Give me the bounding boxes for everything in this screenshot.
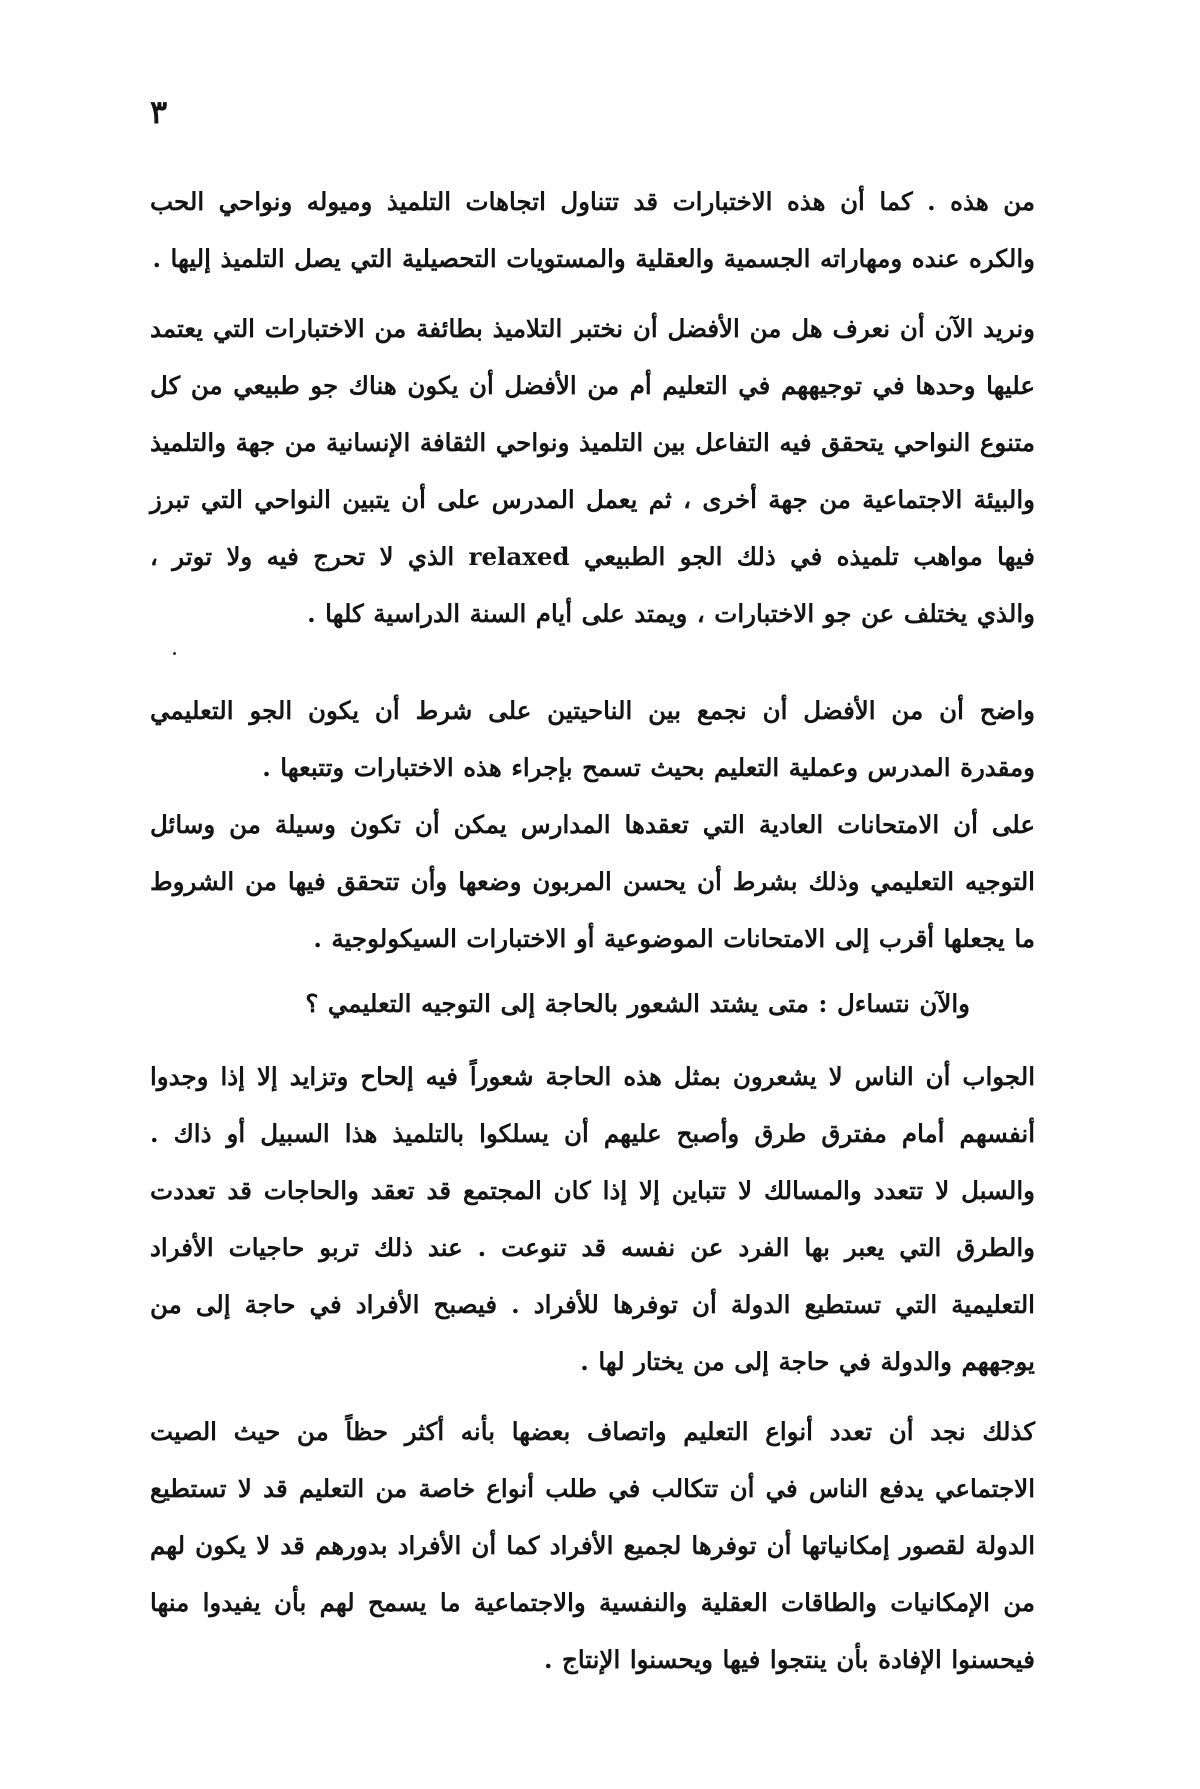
paragraph-4: على أن الامتحانات العادية التي تعقدها المدارس يمكن أن تكون وسيلة من وسائل التوجيه التعليمي وذلك بشرط أن يحسن المربون وضعها وأن تتحقق فيها من الشروط ما يجعلها أقرب إلى الامتحانات الموضوعية أو الاختبارات السيكولوجية .	[150, 809, 1035, 953]
paragraph-1: من هذه . كما أن هذه الاختبارات قد تتناول اتجاهات التلميذ وميوله ونواحي الحب والكره عنده ومهاراته الجسمية والعقلية والمستويات التحصيلية التي يصل التلميذ إليها .	[150, 186, 1035, 273]
paragraph-5-question: والآن نتساءل : متى يشتد الشعور بالحاجة إلى التوجيه التعليمي ؟	[305, 988, 970, 1018]
page-number: ٣	[150, 93, 168, 131]
paragraph-2: ونريد الآن أن نعرف هل من الأفضل أن نختبر التلاميذ بطائفة من الاختبارات التي يعتمد عليها وحدها في توجيههم في التعليم أم من الأفضل أن يكون هناك جو طبيعي من كل متنوع النواحي يتحقق فيه التفاعل بين التلميذ ونواحي الثقافة الإنسانية من جهة والتلميذ والبيئة الاجتماعية من جهة أخرى ، ثم يعمل المدرس على أن يتبين النواحي التي تبرز فيها مواهب تلميذه في ذلك الجو الطبيعي relaxed الذي لا تحرج فيه ولا توتر ، والذي يختلف عن جو الاختبارات ، ويمتد على أيام السنة الدراسية كلها .	[150, 313, 1035, 628]
paragraph-7: كذلك نجد أن تعدد أنواع التعليم واتصاف بعضها بأنه أكثر حظاً من حيث الصيت الاجتماعي يدفع الناس في أن تتكالب في طلب أنواع خاصة من التعليم قد لا تستطيع الدولة لقصور إمكانياتها أن توفرها لجميع الأفراد كما أن الأفراد بدورهم قد لا يكون لهم من الإمكانيات والطاقات العقلية والنفسية والاجتماعية ما يسمح لهم بأن يفيدوا منها فيحسنوا الإفادة بأن ينتجوا فيها ويحسنوا الإنتاج .	[150, 1416, 1035, 1674]
paragraph-6: الجواب أن الناس لا يشعرون بمثل هذه الحاجة شعوراً فيه إلحاح وتزايد إلا إذا وجدوا أنفسهم أمام مفترق طرق وأصبح عليهم أن يسلكوا بالتلميذ هذا السبيل أو ذاك . والسبل لا تتعدد والمسالك لا تتباين إلا إذا كان المجتمع قد تعقد والحاجات قد تعددت والطرق التي يعبر بها الفرد عن نفسه قد تنوعت . عند ذلك تربو حاجيات الأفراد التعليمية التي تستطيع الدولة أن توفرها للأفراد . فيصبح الأفراد في حاجة إلى من يوجههم والدولة في حاجة إلى من يختار لها .	[150, 1061, 1035, 1376]
ink-speck	[173, 652, 176, 655]
paragraph-3: واضح أن من الأفضل أن نجمع بين الناحيتين على شرط أن يكون الجو التعليمي ومقدرة المدرس وعملية التعليم بحيث تسمح بإجراء هذه الاختبارات وتتبعها .	[150, 695, 1035, 782]
